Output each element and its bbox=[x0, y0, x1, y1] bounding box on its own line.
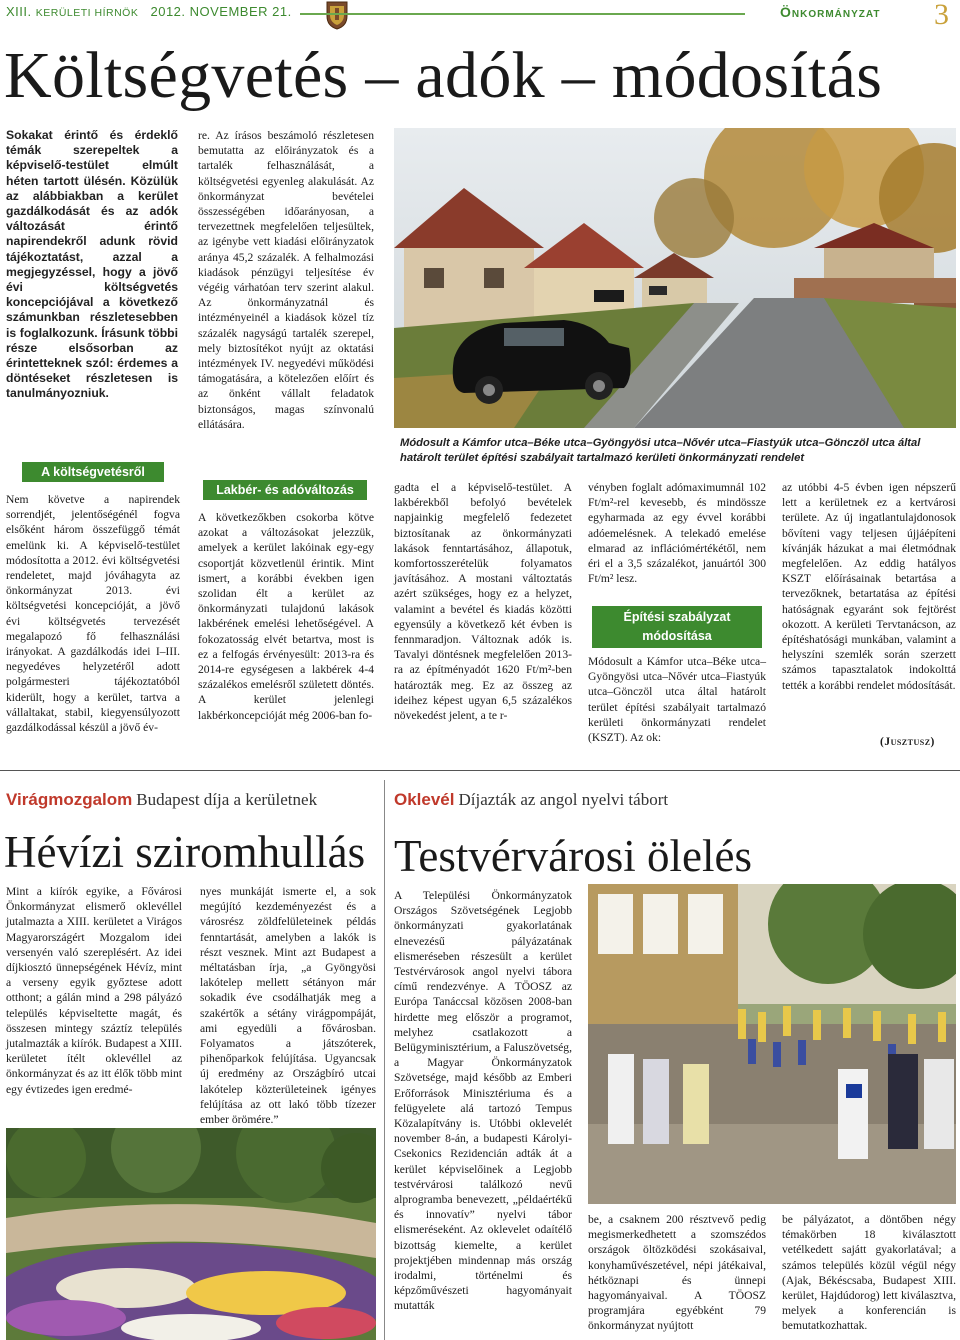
col4-text bbox=[394, 480, 572, 723]
section-name: Önkormányzat bbox=[780, 4, 881, 20]
right-col2: be, a csaknem 200 résztvevő pedig megismerkedhetett a szomszédos országok öltözködési szokásaival, konyhaművészetével, népi játékaival, hétköznapi és ünnepi hagyományaival. A TÖOSZ programjára egyébként 79 önkormányzat nyújtott bbox=[588, 1213, 766, 1333]
col6-text: az utóbbi 4-5 évben igen népszerű lett a kerületnek ez a kertvárosi területe. Az új ingatlantulajdonosok bővíteni vagy teljesen újjáépíteni kívánják házukat a mai életmódnak megfelelően. Az eddig hatályos KSZT előírásainak betartása a tervezőknek, betartatása az építési hatóságnak egyaránt sok fejtörést okozott. A kerületi Tervtanácson, az építéshatósági munkában, valamint a helyszíni szemlék során szerzett számos tapasztalatok indokolttá tették a korábbi rendelet módosítását. bbox=[782, 481, 956, 692]
crest-icon bbox=[324, 0, 350, 30]
masthead-left bbox=[6, 4, 292, 19]
right-kicker-label: Oklevél bbox=[394, 790, 455, 809]
tax-text: A következőkben csokorba kötve azokat a változásokat jelezzük, amelyek a kerület lakóinak egy-egy csoportját közvetlenül érintik. Mint ismert, a korábbi években igen szolidan élt a kerület az önkormányzati tulajdonú lakások lakbérének emelési lehetőségével. A fokozatosság elvét betartva, most is ez a felfogás érvényesült: 2013-ra és 2014-re egységesen a lakbérek 4-4 százalékos emelésről született döntés. A kerület jelenlegi lakbérkoncepcióját még 2006-ban fo- bbox=[198, 511, 374, 722]
col2-text: re. Az írásos beszámoló részletesen bemutatta az előirányzatok és a tartalék felhasználását, a költségvetési egyenleg alakulását. Az önkormányzat bevételei összességében időarányosan, a tervezettnek megfelelően teljesültek, az igénybe vett kiadási előirányzatok aránya 45,2 százalék. A felhalmozási kiadások pénzügyi teljesítése év végéig várhatóan terv szerint alakul. Az önkormányzatnál és intézményeinél a kiadások közel tíz százalék nagyságú tartalék szerepel, mely biztosítékot nyújt az oktatási intézmények IV. negyedévi működési támogatására, a kötelezően előírt és az önként vállalt feladatok biztonságos, magas színvonalú ellátására. bbox=[198, 129, 374, 431]
zoning-heading: Építési szabályzat módosítása bbox=[592, 606, 762, 648]
budget-heading: A költségvetésről bbox=[22, 462, 164, 482]
masthead bbox=[0, 0, 960, 31]
page-number: 3 bbox=[934, 0, 949, 31]
left-kicker bbox=[6, 790, 317, 810]
right-col3: be pályázatot, a döntőben négy témakörben 18 kiválasztott vetélkedett sajátt gyakorlatával; a számos település közül végül négy (Ajak, Békéscsaba, Budapest XIII. kerület, Hajdúdorog) lett kiválasztva, melyek a konferencián is bemutatkozhattak. bbox=[782, 1213, 956, 1333]
col4-body: gadta el a képviselő-testület. A lakbérekből befolyó bevételek napjainkig megfelelő fedezetet biztosítanak az önkormányzati lakások fenntartásához, állapotuk, komfortosszerételük folyamatos javításához. A mostani változtatás azért szükséges, hogy ez a helyzet, valamint a bevétel és kiadás közötti egyensúly a következő két évben is fennmaradjon. Változnak adók is. Tavalyi döntésnek megfelelően 2013-ra az építményadót 1620 Ft/m²-ben határozták meg. Ez az összeg az ideihez képest ugyan 6,5 százalékos növekedést jelent, a te r- bbox=[394, 481, 572, 723]
col5-text-b: Módosult a Kámfor utca–Béke utca–Gyöngyösi utca–Nővér utca–Fiastyúk utca–Gönczöl utca által határolt terület építési szabályait tartalmazó kerületi önkormányzati rendelet (KSZT). Az ok: bbox=[588, 655, 766, 745]
lead-paragraph: Sokakat érintő és érdeklő témák szerepeltek a képviselő-testület elmúlt héten tartott ülésén. Közülük az alábbiakban a kerület gazdálkodását és az adók változását érintő napirendekről adunk rövid tájékoztatást, azzal a megjegyzéssel, hogy a jövő évi költségvetés koncepciójával a következő számunkban részletesebben is foglalkozunk. Írásunk többi része elsősorban az érintetteknek szól: érdemes a döntéseket részletesen is tanulmányozniuk. bbox=[6, 128, 178, 401]
tax-heading: Lakbér- és adóváltozás bbox=[203, 480, 367, 500]
right-col1: A Települési Önkormányzatok Országos Szövetségének Legjobb önkormányzati gyakorlatának elnevezésű pályázatának elismeréseben részesült a kerület Testvérvárosok angol nyelvi tábora című rendezvénye. A TÖOSZ az Európa Tanáccsal közösen 2008-ban hirdette meg először a programot, melyhez csatlakozott a Belügyminisztérium, a Faluszövetség, a Magyar Önkormányzatok Szövetsége, majd később az Emberi Erőforrások Minisztériuma és a felügyelete alá tartozó Tempus Közalapítvány is. Utóbbi oklevelét november 8-án, a budapesti Károlyi-Csekonics Rezidencián adták át a kerület képviselőinek a Legjobb testvérvárosi találkozó nevű alprogramba benevezett, „példaértékű és innovatív” nyelvi tábor elismeréseként. Az oklevelet odaítélő bizottság kiemelte, a kerület projektjében mindennap más ország irodalmi, történelmi és képzőművészeti hagyományait mutatták bbox=[394, 889, 572, 1313]
right-kicker bbox=[394, 790, 668, 810]
masthead-rule bbox=[300, 13, 745, 15]
flower-photo bbox=[6, 1128, 376, 1340]
street-photo-caption: Módosult a Kámfor utca–Béke utca–Gyöngyösi utca–Nővér utca–Fiastyúk utca–Gönczöl utca által határolt terület építési szabályait tartalmazó kerületi önkormányzati rendelet bbox=[400, 437, 921, 464]
left-kicker-label: Virágmozgalom bbox=[6, 790, 133, 809]
paper-name: KERÜLETI HÍRNÖK bbox=[35, 7, 139, 19]
left-col1: Mint a kiírók egyike, a Fővárosi Önkormányzat elismerő oklevéllel jutalmazta a XIII. kerületet a Virágos Magyarországért Mozgalom idei versenyén való szereplésért. Az idei díjkiosztó ünnepségének Hévíz, mint a verseny egyik győztese adott otthont; a gálán mind a 298 pályázó település képviseltette magát, és összesen mintegy száztíz település jutalmazták a kiírók. Budapest a XIII. kerületet ítélt oklevéllel az önkormányzat és az itt élők több mint egy évtizedes igen eredmé- bbox=[6, 885, 182, 1096]
right-kicker-sub: Díjazták az angol nyelvi tábort bbox=[458, 790, 669, 809]
issue-number: XIII. bbox=[6, 4, 32, 19]
main-headline: Költségvetés – adók – módosítás bbox=[4, 39, 883, 112]
camp-photo bbox=[588, 884, 956, 1204]
left-kicker-sub: Budapest díja a kerületnek bbox=[136, 790, 318, 809]
left-col2: nyes munkáját ismerte el, a sok megújító kezdeményezést és a városrész zöldfelületeinek példás fenntartását, amelyben a lakók is részt vesznek. Mint azt Budapest a méltatásban írja, „a Gyöngyösi lakótelep mellett sétányon már sokadik éve csodálhatják meg a szakértők a sétány virágpompáját, ami egyedüli a fővárosban. Folyamatos a játszóterek, pihenőparkok felújítása. Ugyancsak új eredmény az Országbíró utcai lakótelep közterületeinek igényes felújítása az ott lakó több tízezer ember örömére.” bbox=[200, 885, 376, 1127]
issue-date: 2012. NOVEMBER 21. bbox=[150, 4, 292, 19]
street-photo bbox=[394, 128, 956, 428]
col5-text-a: vényben foglalt adómaximumnál 102 Ft/m²-rel kevesebb, és mindössze egyharmada az egy évvel korábbi adóemelésnek. A telekadó emelése elmarad az inflációmértékétől, nem éri el a 3,5 százalékot, januártól 300 Ft/m² lesz. bbox=[588, 481, 766, 586]
story-divider bbox=[384, 780, 385, 1340]
right-title: Testvérvárosi ölelés bbox=[394, 831, 752, 881]
budget-text: Nem követve a napirendek sorrendjét, jelentőségénél fogva elsőként három összefüggő témát emelünk ki. A képviselő-testület módosította a 2012. évi költségvetési rendeletet, majd jóváhagyta az önkormányzat 2013. évi költségvetési koncepcióját, a jövő évi költségvetés tervezését megalapozó fő felhasználási irányokat. A gazdálkodás idei I–III. negyedéves helyzetéről adott polgármesteri tájékoztatóból kiderült, hogy a kerület, tartva a vállaltakat, stabil, kiegyensúlyozott gazdálkodással készül a jövő év- bbox=[6, 493, 180, 735]
left-title: Hévízi sziromhullás bbox=[4, 827, 366, 877]
byline: (Jusztusz) bbox=[880, 736, 935, 748]
section-divider bbox=[0, 770, 960, 771]
